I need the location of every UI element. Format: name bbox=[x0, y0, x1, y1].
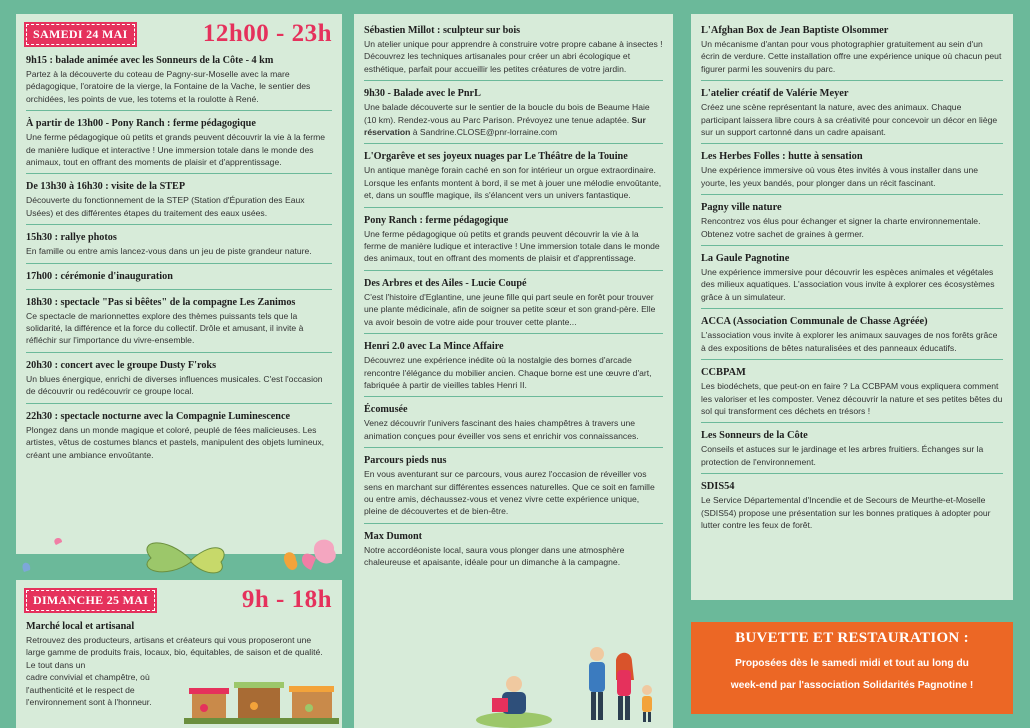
program-item-title: Max Dumont bbox=[364, 530, 423, 542]
butterfly-pink-icon bbox=[302, 540, 336, 570]
middle-panel bbox=[354, 14, 673, 728]
sunday-header bbox=[26, 586, 332, 614]
program-item-desc-text: Un antique manège forain caché en son for intérieur un orgue extraordinaire. Lorsque les enfants montent à bord, il se met à jouer une mélodie envoûtante, et, dans un souffle magique, ils s'élancent vers un univers fantastique. bbox=[364, 165, 662, 201]
buvette-line-2: week-end par l'association Solidarités Pagnotine ! bbox=[730, 680, 974, 691]
program-item-desc bbox=[364, 38, 663, 75]
program-item-desc-text: Un mécanisme d'antan pour vous photographier gratuitement au sein d'un écrin de verdure. Cette installation offre une expérience unique où chacun peut figurer parmi les souvenirs du parc. bbox=[701, 39, 1002, 74]
program-item-title: Écomusée bbox=[364, 404, 408, 416]
program-item-title: L'Orgarêve et ses joyeux nuages par Le Théâtre de la Touine bbox=[364, 151, 628, 163]
program-item-desc-text: Créez une scène représentant la nature, avec des animaux. Chaque participant laissera libre cours à sa créativité pour concevoir un décor en liège sur un support cartonné dans un cadre apaisant. bbox=[701, 102, 998, 138]
program-item-desc-text: Conseils et astuces sur le jardinage et les arbres fruitiers. Échanges sur la protection de l'environnement. bbox=[701, 444, 984, 467]
program-item-title: CCBPAM bbox=[701, 367, 746, 379]
program-item-desc bbox=[701, 443, 1003, 468]
program-item-desc bbox=[364, 228, 663, 265]
program-item-desc bbox=[701, 164, 1003, 189]
program-item bbox=[26, 357, 332, 404]
program-item-desc bbox=[364, 468, 663, 518]
program-item bbox=[26, 408, 332, 466]
program-item bbox=[26, 294, 332, 353]
right-panel bbox=[691, 14, 1013, 600]
program-item-title: Sébastien Millot : sculpteur sur bois bbox=[364, 25, 521, 36]
program-item-title: Les Herbes Folles : hutte à sensation bbox=[701, 151, 863, 163]
program-item-title: 15h30 : rallye photos bbox=[26, 232, 117, 244]
program-item-title: Pagny ville nature bbox=[701, 202, 782, 214]
program-item-title: 17h00 : cérémonie d'inauguration bbox=[26, 270, 173, 282]
program-item-desc-text: Les biodéchets, que peut-on en faire ? La CCBPAM vous expliquera comment les valoriser et les composter. Venez découvrir la nature et ses petites bêtes du sol qui transforment ces déchets en trésors ! bbox=[701, 381, 1003, 416]
program-item bbox=[364, 338, 663, 397]
butterflies-illustration bbox=[16, 530, 346, 585]
program-item-desc bbox=[701, 494, 1003, 531]
program-item-title: À partir de 13h00 - Pony Ranch : ferme pédagogique bbox=[26, 118, 256, 130]
program-item bbox=[701, 148, 1003, 195]
program-item bbox=[364, 528, 663, 574]
program-item-desc bbox=[701, 101, 1003, 138]
market-desc: Retrouvez des producteurs, artisans et créateurs qui vous proposeront une large gamme de produits frais, locaux, bio, équitables, de saison et de qualité. Le tout dans un bbox=[26, 635, 323, 670]
program-item-desc-text: Ce spectacle de marionnettes explore des thèmes puissants tels que la solidarité, la différence et la force du collectif. Drôle et amusant, il invite à réfléchir sur l'importance du vivre-ensemble. bbox=[26, 310, 304, 346]
saturday-panel bbox=[16, 14, 342, 554]
program-item-desc bbox=[364, 164, 663, 201]
butterfly-orange-icon bbox=[284, 552, 297, 570]
program-item-desc-text: Un blues énergique, enrichi de diverses influences musicales. C'est l'occasion de découvrir ou redécouvrir ce groupe local. bbox=[26, 373, 323, 397]
program-item-title: ACCA (Association Communale de Chasse Agréée) bbox=[701, 316, 928, 328]
program-item-desc-text: En vous aventurant sur ce parcours, vous aurez l'occasion de réveiller vos sens en marchant sur différentes essences naturelles. Que ce soit en famille ou entre amis, déchaussez-vous et venez vivre cette expérience unique, pleine de découvertes et de bien-être. bbox=[364, 469, 655, 517]
program-item-desc-text: Venez découvrir l'univers fascinant des haies champêtres à travers une animation conçues pour éveiller vos sens et enrichir vos connaissances. bbox=[364, 418, 639, 441]
program-item-title: 9h15 : balade animée avec les Sonneurs de la Côte - 4 km bbox=[26, 55, 274, 66]
program-item-title: SDIS54 bbox=[701, 481, 735, 493]
program-item bbox=[364, 401, 663, 448]
program-item-desc bbox=[701, 38, 1003, 75]
market-title: Marché local et artisanal bbox=[26, 621, 135, 632]
program-item-desc bbox=[701, 380, 1003, 417]
program-item-desc-text: En famille ou entre amis lancez-vous dans un jeu de piste grandeur nature. bbox=[26, 246, 312, 257]
market-stall-illustration bbox=[184, 668, 339, 726]
program-item-title: Parcours pieds nus bbox=[364, 455, 447, 467]
program-item-desc-text: Le Service Départemental d'Incendie et de Secours de Meurthe-et-Moselle (SDIS54) propose une présentation sur les bonnes pratiques à adopter pour lutter contre les feux de forêt. bbox=[701, 495, 991, 530]
butterfly-green-icon bbox=[147, 543, 224, 573]
program-item-desc-text: Un atelier unique pour apprendre à construire votre propre cabane à insectes ! Découvrez les techniques artisanales pour créer un abri écologique et esthétique, parfait pour accueillir les petites créatures de votre jardin. bbox=[364, 39, 663, 74]
program-item-desc-text: Partez à la découverte du coteau de Pagny-sur-Moselle avec la mare pédagogique, l'oratoire de la vierge, la Fontaine de la Vache, le sentier des orchidées, les points de vue, les totems et la roulotte à René. bbox=[26, 69, 311, 104]
program-item-desc bbox=[26, 310, 332, 347]
program-item-title: Des Arbres et des Ailes - Lucie Coupé bbox=[364, 277, 527, 289]
sunday-panel bbox=[16, 580, 342, 728]
program-item bbox=[26, 52, 332, 111]
program-item bbox=[701, 250, 1003, 309]
program-item-title: 18h30 : spectacle "Pas si bêêtes" de la compagne Les Zanimos bbox=[26, 296, 296, 308]
program-item-title: Les Sonneurs de la Côte bbox=[701, 430, 808, 442]
program-item bbox=[26, 178, 332, 225]
program-item-title: De 13h30 à 16h30 : visite de la STEP bbox=[26, 181, 186, 193]
saturday-badge: SAMEDI 24 MAI bbox=[26, 24, 135, 45]
program-item-title: 20h30 : concert avec le groupe Dusty F'roks bbox=[26, 359, 217, 371]
reservation-label: Sur réservation bbox=[364, 114, 646, 138]
program-item-desc-text: Notre accordéoniste local, saura vous plonger dans une atmosphère chaleureuse et apaisante, idéale pour un dimanche à la campagne. bbox=[364, 544, 625, 568]
reservation-email[interactable]: à Sandrine.CLOSE@pnr-lorraine.com bbox=[412, 127, 558, 138]
program-item-desc bbox=[26, 68, 332, 105]
buvette-box bbox=[691, 622, 1013, 714]
program-item bbox=[701, 199, 1003, 246]
program-item-desc bbox=[26, 373, 332, 398]
program-item bbox=[26, 115, 332, 174]
sunday-hours: 9h - 18h bbox=[241, 586, 332, 613]
program-item-desc bbox=[364, 354, 663, 391]
program-item bbox=[26, 229, 332, 263]
program-item-desc-text: Une expérience immersive où vous êtes invités à vous installer dans une yourte, les yeux bandés, pour plonger dans un récit fascinant. bbox=[701, 165, 979, 188]
program-item-desc bbox=[701, 215, 1003, 240]
program-item-title: L'Afghan Box de Jean Baptiste Olsommer bbox=[701, 25, 889, 36]
program-item-desc-text: Rencontrez vos élus pour échanger et signer la charte environnementale. Obtenez votre sachet de graines à germer. bbox=[701, 216, 981, 239]
program-item bbox=[364, 212, 663, 271]
program-item bbox=[701, 22, 1003, 81]
buvette-line-1: Proposées dès le samedi midi et tout au long du bbox=[735, 658, 969, 669]
family-illustration bbox=[562, 640, 672, 728]
program-item bbox=[364, 22, 663, 81]
accordion-player-illustration bbox=[474, 670, 554, 728]
program-item-desc bbox=[364, 544, 663, 569]
program-item-desc bbox=[364, 417, 663, 442]
butterfly-small-icon bbox=[22, 538, 62, 572]
program-item-desc-text: L'association vous invite à explorer les animaux sauvages de nos forêts grâce à des expositions de bêtes naturalisées et des panneaux éducatifs. bbox=[701, 330, 998, 353]
program-item-title: Henri 2.0 avec La Mince Affaire bbox=[364, 341, 504, 353]
buvette-title: BUVETTE ET RESTAURATION : bbox=[735, 630, 969, 646]
middle-list bbox=[364, 22, 663, 574]
program-item-title: Pony Ranch : ferme pédagogique bbox=[364, 214, 509, 226]
program-item bbox=[701, 478, 1003, 536]
program-item-title: 22h30 : spectacle nocturne avec la Compagnie Luminescence bbox=[26, 410, 290, 422]
program-item-desc bbox=[701, 266, 1003, 303]
program-item bbox=[701, 364, 1003, 423]
program-item-desc bbox=[701, 329, 1003, 354]
program-item-title: La Gaule Pagnotine bbox=[701, 253, 790, 265]
market-desc-cont: cadre convivial et champêtre, où l'authenticité et le respect de l'environnement sont à l'honneur. bbox=[26, 672, 152, 708]
program-item bbox=[364, 85, 663, 144]
program-item-desc-text: Une ferme pédagogique où petits et grands peuvent découvrir la vie à la ferme de manière ludique et interactive ! Une immersion totale dans le monde des animaux, tout en offrant des moments de plaisir et d'apprentissage. bbox=[26, 132, 326, 168]
program-item bbox=[364, 452, 663, 524]
program-item-desc bbox=[26, 245, 332, 257]
saturday-list bbox=[26, 52, 332, 466]
program-item-title: 9h30 - Balade avec le PnrL bbox=[364, 88, 481, 100]
saturday-hours: 12h00 - 23h bbox=[202, 20, 332, 47]
program-item-desc bbox=[26, 424, 332, 461]
program-item bbox=[364, 275, 663, 334]
program-item bbox=[701, 85, 1003, 144]
program-item bbox=[701, 427, 1003, 474]
program-item-desc bbox=[26, 194, 332, 219]
program-item bbox=[364, 148, 663, 207]
program-item-desc-text: Plongez dans un monde magique et coloré, peuplé de fées malicieuses. Les artistes, vêtus de costumes blancs et pastels, manipulent des objets lumineux, créant une ambiance envoûtante. bbox=[26, 424, 325, 460]
program-item-desc-text: Découverte du fonctionnement de la STEP (Station d'Épuration des Eaux Usées) et des différentes étapes du traitement des eaux usées. bbox=[26, 195, 305, 218]
program-item-desc-text: Une expérience immersive pour découvrir les espèces animales et végétales des milieux aquatiques. L'association vous invite à explorer ces écosystèmes grâce à un simulateur. bbox=[701, 267, 995, 302]
program-item-desc-text: C'est l'histoire d'Eglantine, une jeune fille qui part seule en forêt pour trouver une plante médicinale, afin de soigner sa petite sœur et son grand-père. Elle va avoir besoin de votre aide pour trouver cette plante... bbox=[364, 291, 656, 327]
program-item-desc-text: Une balade découverte sur le sentier de la boucle du bois de Beaume Haie (10 km). Rendez-vous au Parc Parison. Prévoyez une tenue adaptée. bbox=[364, 102, 650, 125]
program-item-desc bbox=[26, 131, 332, 168]
program-item-desc bbox=[364, 101, 663, 138]
program-item-title: L'atelier créatif de Valérie Meyer bbox=[701, 88, 849, 100]
program-item-desc-text: Une ferme pédagogique où petits et grands peuvent découvrir la vie à la ferme de manière ludique et interactive ! Une immersion totale dans le monde des animaux, tout en offrant des moments de plaisir et d'apprentissage. bbox=[364, 228, 660, 264]
sunday-badge: DIMANCHE 25 MAI bbox=[26, 590, 155, 611]
right-list bbox=[701, 22, 1003, 536]
program-item bbox=[26, 268, 332, 290]
saturday-header bbox=[26, 20, 332, 48]
program-item-desc-text: Découvrez une expérience inédite où la nostalgie des bornes d'arcade rencontre l'élégance du mobilier ancien. Chaque borne est une œuvre d'art, fabriquée à partir de vieilles tables Henri II. bbox=[364, 355, 652, 390]
program-item bbox=[701, 313, 1003, 360]
program-item-desc bbox=[364, 291, 663, 328]
